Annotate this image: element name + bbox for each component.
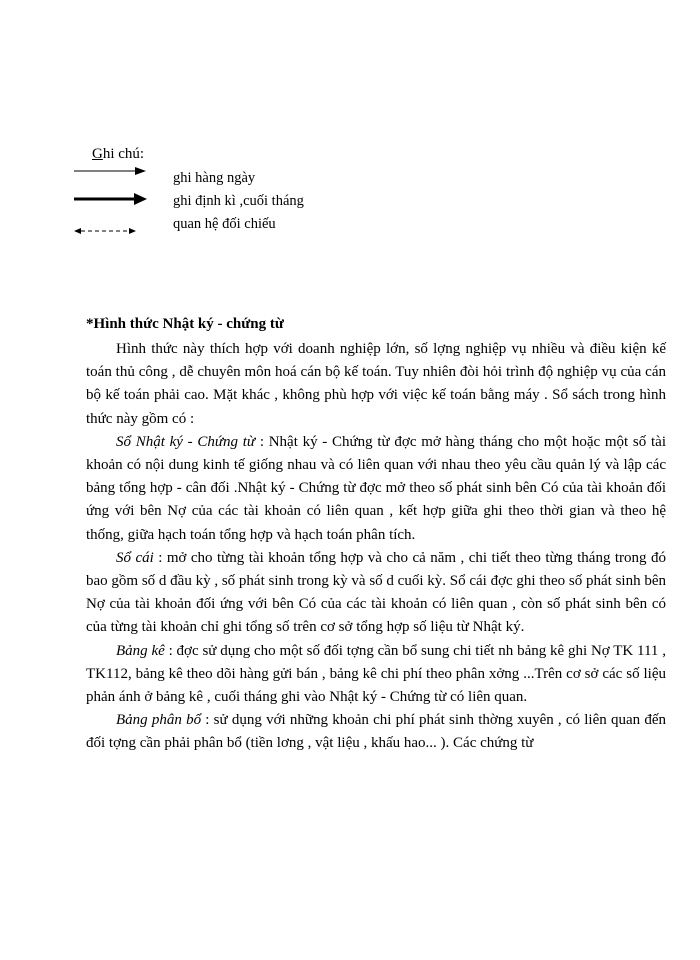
paragraph-bang-ke-text: : đợc sử dụng cho một số đối tợng cần bổ sung chi tiết nh bảng kê ghi Nợ TK 111 , TK112, bảng kê theo dõi hàng gửi bán , bảng kê chi phí theo phân xởng ...Trên cơ sở các số liệu phản ánh ở bảng kê , cuối tháng ghi vào Nhật ký - Chứng từ có liên quan. — [86, 642, 666, 706]
intro-paragraph: Hình thức này thích hợp với doanh nghiệp lớn, số lợng nghiệp vụ nhiều và điều kiện kế toán thủ công , dễ chuyên môn hoá cán bộ kế toán. Tuy nhiên đòi hỏi trình độ nghiệp vụ của cán bộ kế toán phải cao. Mặt khác , không phù hợp với việc kế toán bằng máy . Sổ sách trong hình thức này gồm có : — [86, 341, 666, 427]
term-bang-ke: Bảng kê — [116, 642, 165, 659]
paragraph-bang-phan-bo — [86, 709, 666, 755]
legend-title-rest: hi chú: — [102, 146, 145, 162]
section-body — [86, 338, 666, 756]
legend-item-periodic: ghi định kì ,cuối tháng — [173, 193, 304, 209]
thick-arrow-icon — [72, 191, 150, 207]
paragraph-so-nhat-ky — [86, 431, 666, 547]
paragraph-so-nhat-ky-text: : Nhật ký - Chứng từ đợc mở hàng tháng cho một hoặc một số tài khoản có nội dung kinh tế giống nhau và có liên quan với nhau theo yêu cầu quản lý và lập các bảng tổng hợp - cân đối .Nhật ký - Chứng từ đợc mở theo số phát sinh bên Có của tài khoản đối ứng với bên Nợ của các tài khoản có liên quan , kết hợp giữa ghi theo thời gian và theo hệ thống, giữa hạch toán tổng hợp và hạch toán phân tích. — [86, 433, 666, 543]
dashed-double-arrow-icon — [72, 224, 150, 238]
paragraph-so-cai-text: : mở cho từng tài khoản tổng hợp và cho cả năm , chi tiết theo từng tháng trong đó bao gồm số d đầu kỳ , số phát sinh trong kỳ và số d cuối kỳ. Sổ cái đợc ghi theo số phát sinh bên Nợ của tài khoản đối ứng với bên Có của các tài khoản có liên quan , còn số phát sinh bên có của từng tài khoản chỉ ghi tổng số trên cơ sở tổng hợp số liệu từ Nhật ký. — [86, 549, 666, 636]
term-bang-phan-bo: Bảng phân bổ — [116, 712, 202, 729]
paragraph-so-cai — [86, 547, 666, 640]
term-so-cai: Sổ cái — [116, 549, 154, 566]
section-title: *Hình thức Nhật ký - chứng từ — [86, 316, 284, 332]
legend-item-reconcile: quan hệ đối chiếu — [173, 216, 276, 232]
legend-title-initial: G — [92, 146, 103, 162]
term-so-nhat-ky: Sổ Nhật ký - Chứng từ — [116, 433, 256, 450]
paragraph-bang-ke — [86, 640, 666, 710]
legend-item-daily: ghi hàng ngày — [173, 170, 256, 186]
thin-arrow-icon — [72, 164, 150, 178]
legend-title — [92, 146, 144, 163]
paragraph-bang-phan-bo-text: : sử dụng với những khoản chi phí phát sinh thờng xuyên , có liên quan đến đối tợng cần phải phân bổ (tiền lơng , vật liệu , khấu hao... ). Các chứng từ — [86, 712, 666, 752]
